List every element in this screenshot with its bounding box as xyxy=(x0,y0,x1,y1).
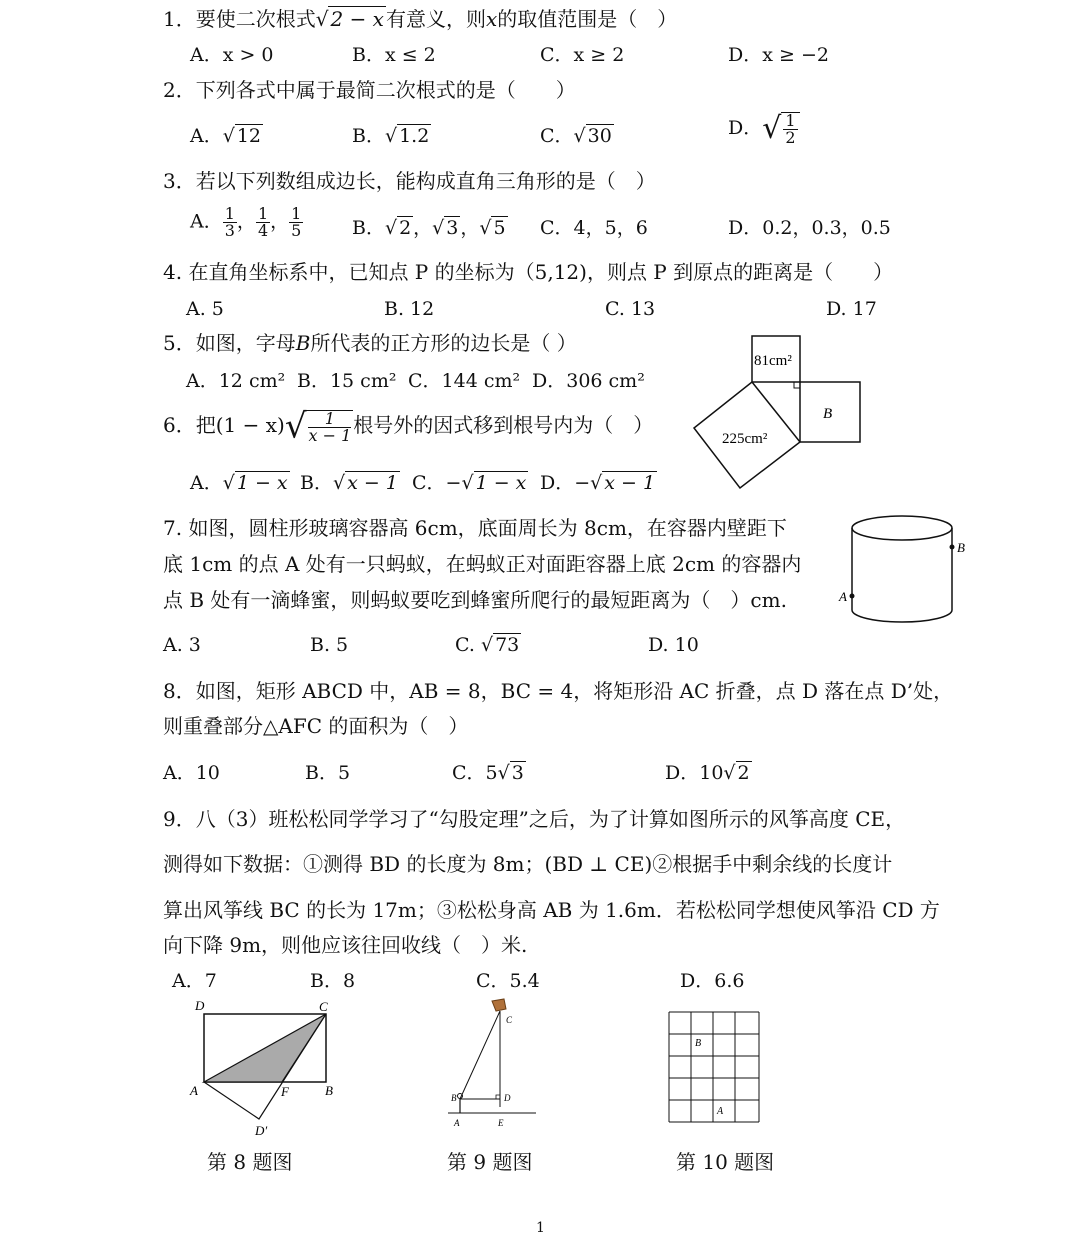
q6-option-b: B．√ x − 1 xyxy=(300,472,398,494)
q8-option-a: A．10 xyxy=(163,762,220,784)
fig-8-rectangle xyxy=(185,995,345,1140)
page-number: 1 xyxy=(536,1220,545,1236)
q1-option-d: D．x ≥ −2 xyxy=(728,44,829,66)
q5-squares-figure xyxy=(690,330,870,495)
q8-option-d: D．10√ 2 xyxy=(665,762,750,784)
label-81: 81cm² xyxy=(754,353,792,369)
q3-option-b: B．√ 2 ，√ 3 ，√ 5 xyxy=(352,217,506,239)
fig-9-kite xyxy=(440,995,540,1135)
svg-text:A: A xyxy=(190,1083,198,1098)
point-b xyxy=(950,545,955,550)
q9-option-d: D．6.6 xyxy=(680,970,745,992)
q2-option-a: A．√ 12 xyxy=(190,125,262,147)
svg-text:B: B xyxy=(957,540,965,555)
svg-text:B: B xyxy=(325,1083,333,1098)
q9-option-a: A．7 xyxy=(172,970,217,992)
q9-option-b: B．8 xyxy=(310,970,356,992)
q8-option-b: B．5 xyxy=(305,762,351,784)
svg-text:D: D xyxy=(195,998,205,1013)
question-4-stem: 4. 在直角坐标系中，已知点 P 的坐标为（5,12)，则点 P 到原点的距离是（ ） xyxy=(163,260,894,284)
svg-text:B: B xyxy=(695,1038,702,1049)
question-9-line-3: 算出风筝线 BC 的长为 17m；③松松身高 AB 为 1.6m．若松松同学想使风筝沿 CD 方 xyxy=(163,898,940,922)
question-8-line-2: 则重叠部分△AFC 的面积为（ ） xyxy=(163,714,469,738)
point-a xyxy=(850,594,855,599)
svg-text:C: C xyxy=(319,999,328,1014)
q1-var: x xyxy=(485,7,498,31)
question-7-line-3: 点 B 处有一滴蜂蜜，则蚂蚁要吃到蜂蜜所爬行的最短距离为（ ）cm. xyxy=(163,588,787,612)
q9-option-c: C．5.4 xyxy=(476,970,540,992)
svg-text:E: E xyxy=(498,1118,504,1128)
question-9-line-2: 测得如下数据：①测得 BD 的长度为 8m；(BD ⊥ CE)②根据手中剩余线的长度计 xyxy=(163,852,893,876)
fig-8-caption: 第 8 题图 xyxy=(207,1150,293,1174)
q1-radicand: 2 − x xyxy=(330,7,384,31)
question-6-stem: 6．把(1 − x)√ $\frac{1}{x - 1}$ 根号外的因式移到根号内为（ ） xyxy=(163,406,654,447)
fig-10-caption: 第 10 题图 xyxy=(676,1150,775,1174)
q2-option-b: B．√ 1.2 xyxy=(352,125,430,147)
q4-option-a: A. 5 xyxy=(186,298,224,320)
svg-text:A: A xyxy=(454,1118,460,1128)
svg-text:A: A xyxy=(717,1106,724,1117)
q3-option-d: D．0.2，0.3，0.5 xyxy=(728,217,891,239)
q1-option-b: B．x ≤ 2 xyxy=(352,44,436,66)
q5-option-c: C．144 cm² xyxy=(408,370,521,392)
q1-option-c: C．x ≥ 2 xyxy=(540,44,625,66)
question-2-stem: 2．下列各式中属于最简二次根式的是（ ） xyxy=(163,78,576,102)
q4-option-b: B. 12 xyxy=(384,298,435,320)
q6-option-c: C．−√ 1 − x xyxy=(412,472,527,494)
q1-option-a: A．x > 0 xyxy=(190,44,274,66)
q5-option-a: A．12 cm² xyxy=(186,370,286,392)
question-9-line-4: 向下降 9m，则他应该往回收线（ ）米. xyxy=(163,933,528,957)
question-1-stem xyxy=(163,6,677,32)
q1-stem-b: 有意义，则 xyxy=(385,7,486,31)
question-3-stem: 3．若以下列数组成边长，能构成直角三角形的是（ ） xyxy=(163,169,656,193)
q3-option-c: C．4，5，6 xyxy=(540,217,648,239)
q5-option-b: B．15 cm² xyxy=(297,370,397,392)
question-9-line-1: 9．八（3）班松松同学学习了“勾股定理”之后，为了计算如图所示的风筝高度 CE， xyxy=(163,807,906,831)
sqrt-symbol: √ xyxy=(315,7,329,31)
svg-text:C: C xyxy=(506,1015,513,1025)
fig-10-grid xyxy=(665,1008,765,1128)
svg-text:D: D xyxy=(504,1093,511,1103)
q7-option-d: D. 10 xyxy=(648,634,699,656)
question-7-line-2: 底 1cm 的点 A 处有一只蚂蚁，在蚂蚁正对面距容器上底 2cm 的容器内 xyxy=(163,552,802,576)
q2-option-c: C．√ 30 xyxy=(540,125,612,147)
q6-option-a: A．√ 1 − x xyxy=(190,472,288,494)
svg-text:A: A xyxy=(839,589,847,604)
q7-option-c: C. √ 73 xyxy=(455,634,520,656)
q3-option-a: A． $\frac{1}{3}$ ， $\frac{1}{4}$ ， $\frac{1}{5}$ xyxy=(190,204,302,240)
question-5-stem: 5．如图，字母B所代表的正方形的边长是（ ） xyxy=(163,331,577,355)
q5-option-d: D．306 cm² xyxy=(532,370,645,392)
q8-option-c: C．5√ 3 xyxy=(452,762,524,784)
q7-cylinder-figure xyxy=(836,510,976,630)
label-225: 225cm² xyxy=(722,431,768,447)
svg-text:F: F xyxy=(281,1084,289,1099)
q4-option-c: C. 13 xyxy=(605,298,656,320)
q4-option-d: D. 17 xyxy=(826,298,877,320)
svg-text:B: B xyxy=(451,1093,457,1103)
svg-text:D′: D′ xyxy=(255,1123,268,1138)
q7-option-a: A. 3 xyxy=(163,634,201,656)
question-7-line-1: 7. 如图，圆柱形玻璃容器高 6cm，底面周长为 8cm，在容器内壁距下 xyxy=(163,516,787,540)
question-8-line-1: 8．如图，矩形 ABCD 中，AB = 8，BC = 4，将矩形沿 AC 折叠，点 D 落在点 D’处， xyxy=(163,679,954,703)
q1-stem-a: 1．要使二次根式 xyxy=(163,7,316,31)
q6-option-d: D．−√ x − 1 xyxy=(540,472,656,494)
q7-option-b: B. 5 xyxy=(310,634,349,656)
fig-9-caption: 第 9 题图 xyxy=(447,1150,533,1174)
q1-stem-c: 的取值范围是（ ） xyxy=(497,7,678,31)
q2-option-d: D．√ $\frac{1}{2}$ xyxy=(728,112,800,146)
label-b: B xyxy=(823,406,833,422)
